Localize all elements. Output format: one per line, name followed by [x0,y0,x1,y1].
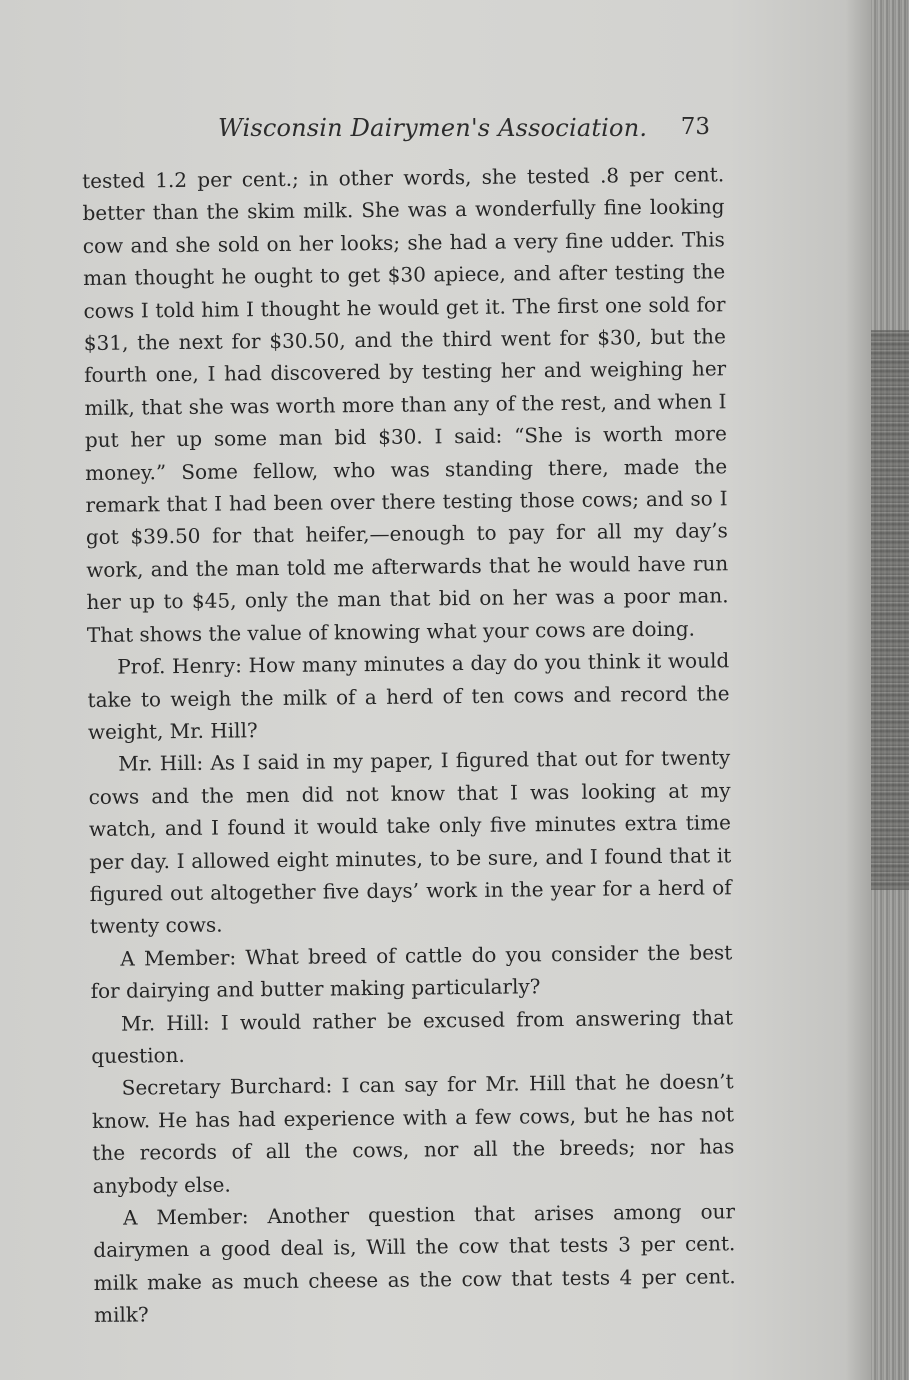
paragraph-member-question: A Member: What breed of cattle do you consider the best for dairying and butter making particularly? [90,939,733,1004]
paragraph-member-question-2: A Member: Another question that arises among our dairymen a good deal is, Will the cow that tests 3 per cent. milk make as much cheese as the cow that tests 4 per cent. milk? [93,1199,736,1328]
paragraph-secretary-burchard: Secretary Burchard: I can say for Mr. Hill that he doesn’t know. He has had experience with a few cows, but he has not the records of all the cows, nor all the breeds; nor has anybody else. [91,1069,735,1198]
page-edge-shadow [871,330,909,890]
body-text [82,158,736,1331]
page-number: 73 [680,114,710,140]
paragraph-prof-henry: Prof. Henry: How many minutes a day do you think it would take to weigh the milk of a herd of ten cows and record the weight, Mr. Hill? [87,648,730,744]
page-header [80,114,720,154]
paragraph-mr-hill-reply: Mr. Hill: I would rather be excused from answering that question. [91,1004,734,1068]
paragraph-continued: tested 1.2 per cent.; in other words, she tested .8 per cent. better than the skim milk. She was a wonderfully fine looking cow and she sold on her looks; she had a very fine udder. This man thought he ought to get $30 apiece, and after testing the cows I told him I thought he would get it. The first one sold for $31, the next for $30.50, and the third went for $30, but the fourth one, I had discovered by testing her and weighing her milk, that she was worth more than any of the rest, and when I put her up some man bid $30. I said: “She is worth more money.” Some fellow, who was standing there, made the remark that I had been over there testing those cows; and so I got $39.50 for that heifer,—enough to pay for all my day’s work, and the man told me afterwards that he would have run her up to $45, only the man that bid on her was a poor man. That shows the value of knowing what your cows are doing. [82,162,729,647]
running-title: Wisconsin Dairymen's Association. [218,114,648,142]
paragraph-mr-hill: Mr. Hill: As I said in my paper, I figured that out for twenty cows and the men did not know that I was looking at my watch, and I found it would take only five minutes extra time per day. I allowed eight minutes, to be sure, and I found that it figured out altogether five days’ work in the year for a herd of twenty cows. [88,745,732,939]
